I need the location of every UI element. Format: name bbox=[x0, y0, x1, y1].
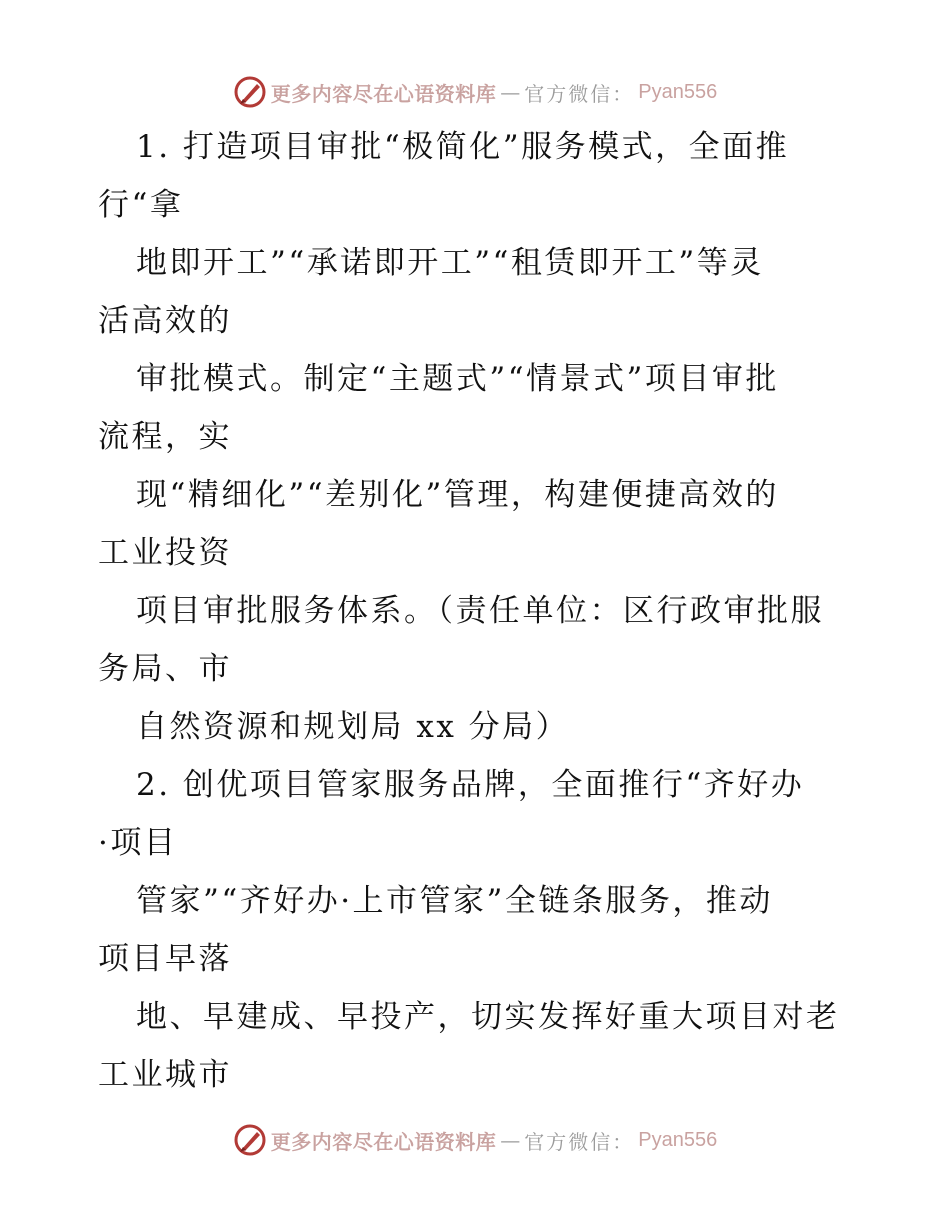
footer-banner bbox=[0, 1118, 950, 1162]
banner-wechat-id: Pyan556 bbox=[638, 1128, 718, 1151]
banner-separator: — bbox=[500, 1128, 521, 1152]
text-line: 项目早落 bbox=[98, 941, 232, 977]
text-line: 1. 打造项目审批“极简化”服务模式，全面推 bbox=[136, 129, 790, 165]
text-line: 工业投资 bbox=[98, 535, 232, 571]
banner-title: 更多内容尽在心语资料库 bbox=[270, 81, 497, 106]
text-line: 活高效的 bbox=[98, 303, 232, 339]
text-line: 自然资源和规划局 xx 分局） bbox=[136, 709, 570, 745]
banner-separator: — bbox=[500, 80, 521, 104]
header-banner bbox=[0, 70, 950, 114]
text-line: 务局、市 bbox=[98, 651, 232, 687]
text-line: ·项目 bbox=[98, 825, 178, 861]
text-line: 管家”“齐好办·上市管家”全链条服务，推动 bbox=[136, 883, 773, 919]
banner-wechat-label: 官方微信： bbox=[524, 81, 635, 106]
quill-pen-logo-icon bbox=[233, 1123, 267, 1157]
banner-wechat-id: Pyan556 bbox=[638, 80, 718, 103]
document-body bbox=[98, 118, 858, 1104]
text-line: 审批模式。制定“主题式”“情景式”项目审批 bbox=[136, 361, 779, 397]
text-line: 2. 创优项目管家服务品牌，全面推行“齐好办 bbox=[136, 767, 805, 803]
text-line: 地即开工”“承诺即开工”“租赁即开工”等灵 bbox=[136, 245, 764, 281]
text-line: 项目审批服务体系。（责任单位：区行政审批服 bbox=[136, 593, 824, 629]
text-line: 工业城市 bbox=[98, 1057, 232, 1093]
text-line: 流程，实 bbox=[98, 419, 232, 455]
text-line: 现“精细化”“差别化”管理，构建便捷高效的 bbox=[136, 477, 779, 513]
banner-wechat-label: 官方微信： bbox=[524, 1129, 635, 1154]
quill-pen-logo-icon bbox=[233, 75, 267, 109]
text-line: 地、早建成、早投产，切实发挥好重大项目对老 bbox=[136, 999, 840, 1035]
banner-title: 更多内容尽在心语资料库 bbox=[270, 1129, 497, 1154]
text-line: 行“拿 bbox=[98, 187, 184, 223]
